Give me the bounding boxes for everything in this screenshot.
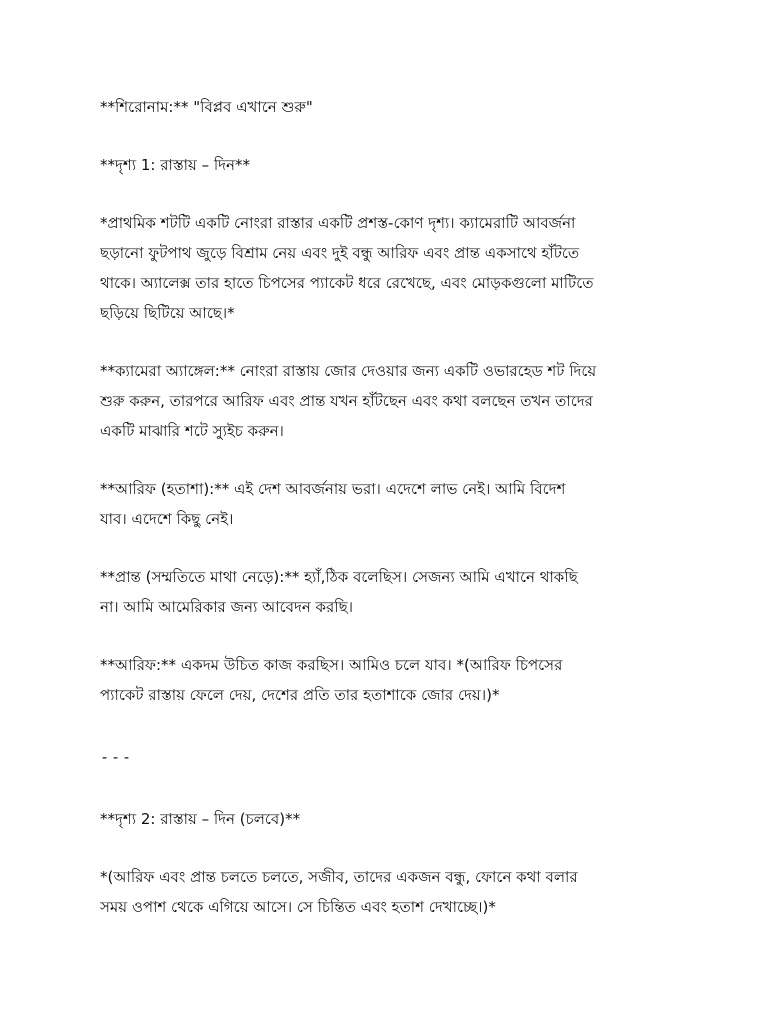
scene2-heading-text: **দৃশ্য 2: রাস্তায় – দিন (চলবে)** bbox=[100, 810, 301, 828]
scene1-heading bbox=[100, 150, 666, 180]
arif-dialogue-line: প্যাকেট রাস্তায় ফেলে দেয়, দেশের প্রতি তার হতাশাকে জোর দেয়।)* bbox=[100, 686, 500, 704]
arif-dialogue-1 bbox=[100, 474, 666, 534]
camera-angle-note bbox=[100, 356, 666, 446]
pranto-dialogue bbox=[100, 562, 666, 622]
title-line bbox=[100, 92, 666, 122]
pranto-dialogue-line: **প্রান্ত (সম্মতিতে মাথা নেড়ে):** হ্যাঁ,ঠিক বলেছিস। সেজন্য আমি এখানে থাকছি bbox=[100, 568, 578, 586]
scene1-description-line: ছড়ানো ফুটপাথ জুড়ে বিশ্রাম নেয় এবং দুই বন্ধু আরিফ এবং প্রান্ত একসাথে হাঁটতে bbox=[100, 244, 580, 262]
scene1-description-line: থাকে। অ্যালেক্স তার হাতে চিপসের প্যাকেট ধরে রেখেছে, এবং মোড়কগুলো মাটিতে bbox=[100, 274, 594, 292]
scene1-description-line: *প্রাথমিক শটটি একটি নোংরা রাস্তার একটি প্রশস্ত-কোণ দৃশ্য। ক্যামেরাটি আবর্জনা bbox=[100, 214, 576, 232]
scene2-description-line: সময় ওপাশ থেকে এগিয়ে আসে। সে চিন্তিত এবং হতাশ দেখাচ্ছে।)* bbox=[100, 898, 496, 916]
scene1-description bbox=[100, 208, 666, 328]
arif-dialogue-line: **আরিফ:** একদম উচিত কাজ করছিস। আমিও চলে যাব। *(আরিফ চিপসের bbox=[100, 656, 563, 674]
scene1-heading-text: **দৃশ্য 1: রাস্তায় – দিন** bbox=[100, 156, 250, 174]
camera-angle-line: **ক্যামেরা অ্যাঙ্গেল:** নোংরা রাস্তায় জোর দেওয়ার জন্য একটি ওভারহেড শট দিয়ে bbox=[100, 362, 597, 380]
arif-dialogue-2 bbox=[100, 650, 666, 710]
arif-dialogue-line: যাব। এদেশে কিছু নেই। bbox=[100, 510, 234, 528]
scene2-description bbox=[100, 862, 666, 922]
title-text: **শিরোনাম:** "বিপ্লব এখানে শুরু" bbox=[100, 98, 313, 116]
scene1-description-line: ছড়িয়ে ছিটিয়ে আছে।* bbox=[100, 304, 235, 322]
screenplay-page bbox=[100, 92, 666, 922]
camera-angle-line: একটি মাঝারি শটে স্যুইচ করুন। bbox=[100, 422, 284, 440]
camera-angle-line: শুরু করুন, তারপরে আরিফ এবং প্রান্ত যখন হাঁটছেন এবং কথা বলছেন তখন তাদের bbox=[100, 392, 593, 410]
scene-separator: --- bbox=[100, 748, 134, 766]
scene2-description-line: *(আরিফ এবং প্রান্ত চলতে চলতে, সজীব, তাদের একজন বন্ধু, ফোনে কথা বলার bbox=[100, 868, 578, 886]
scene2-heading bbox=[100, 804, 666, 834]
arif-dialogue-line: **আরিফ (হতাশা):** এই দেশ আবর্জনায় ভরা। এদেশে লাভ নেই। আমি বিদেশ bbox=[100, 480, 566, 498]
pranto-dialogue-line: না। আমি আমেরিকার জন্য আবেদন করছি। bbox=[100, 598, 354, 616]
